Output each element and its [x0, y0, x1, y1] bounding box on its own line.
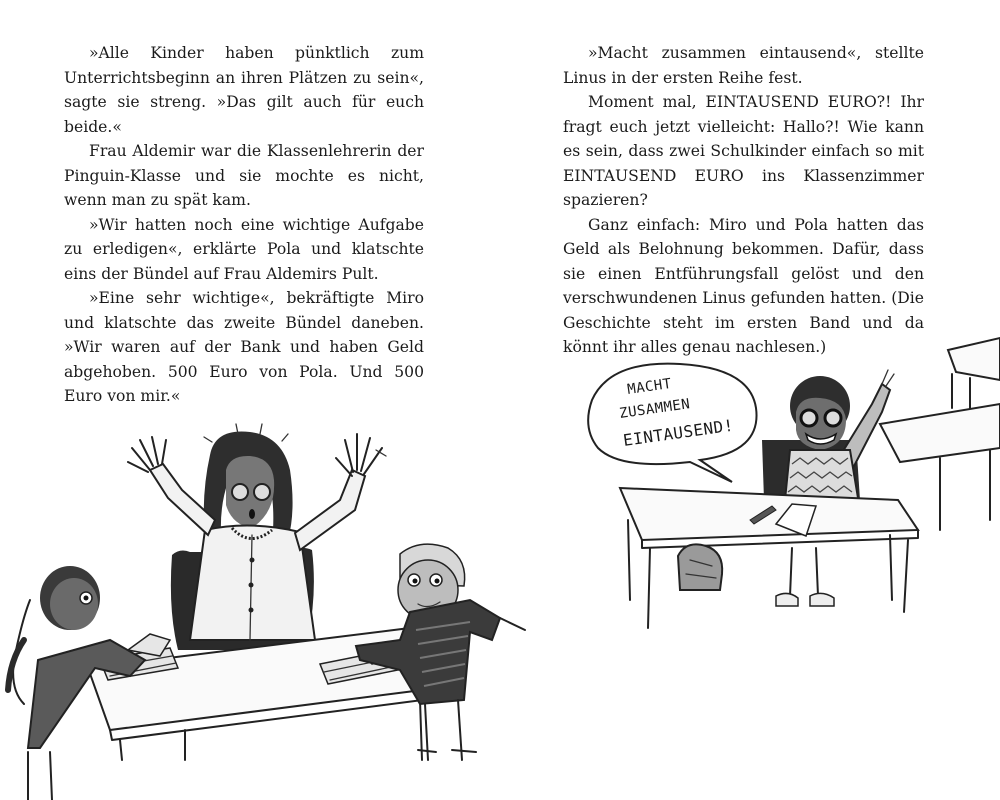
- right-page: [500, 0, 1000, 800]
- right-paragraph-3: Ganz einfach: Miro und Pola hatten das Geld als Belohnung bekommen. Dafür, dass sie einen Entführungsfall gelöst und den verschwundenen Linus gefunden hatten. (Die Geschichte steht im ersten Band und da könnt ihr alles genau nachlesen.): [563, 215, 924, 356]
- teacher-right-hand: [336, 434, 382, 476]
- linus-shoes: [776, 593, 834, 606]
- speech-bubble-line-2: ZUSAMMEN: [618, 396, 692, 422]
- linus-glasses-right: [825, 410, 841, 426]
- back-desk-top: [948, 338, 1000, 380]
- backpack: [678, 544, 722, 590]
- left-paragraph-1: »Alle Kinder haben pünktlich zum Unterrichtsbeginn an ihren Plätzen zu sein«, sagte sie streng. »Das gilt auch für euch beide.«: [64, 44, 424, 136]
- right-paragraph-2: Moment mal, EINTAUSEND EURO?! Ihr fragt euch jetzt vielleicht: Hallo?! Wie kann es sein, dass zwei Schulkinder einfach so mit EINTAUSEND EURO ins Klassenzimmer spazieren?: [563, 93, 924, 209]
- linus-legs: [790, 548, 818, 596]
- right-paragraph-1: »Macht zusammen eintausend«, stellte Linus in der ersten Reihe fest.: [563, 44, 924, 87]
- teacher-glasses-right: [254, 484, 270, 500]
- linus-glasses-left: [801, 410, 817, 426]
- teacher-right-arm: [295, 470, 365, 550]
- teacher-mouth: [249, 509, 255, 519]
- left-paragraph-3: »Wir hatten noch eine wichtige Aufgabe zu erledigen«, erklärte Pola und klatschte eins der Bündel auf Frau Aldemirs Pult.: [64, 215, 424, 283]
- speech-bubble-line-3: EINTAUSEND!: [621, 415, 735, 450]
- left-paragraph-4: »Eine sehr wichtige«, bekräftigte Miro und klatschte das zweite Bündel daneben. »Wir waren auf der Bank und haben Geld abgehoben. 500 Euro von Pola. Und 500 Euro von mir.«: [64, 289, 424, 405]
- teacher-glasses-left: [232, 484, 248, 500]
- linus-classroom-illustration: [500, 0, 1000, 800]
- middle-desk-top: [880, 404, 1000, 462]
- left-paragraph-2: Frau Aldemir war die Klassenlehrerin der Pinguin-Klasse und sie mochte es nicht, wenn man zu spät kam.: [64, 142, 424, 209]
- speech-bubble-line-1: MACHT: [626, 375, 673, 398]
